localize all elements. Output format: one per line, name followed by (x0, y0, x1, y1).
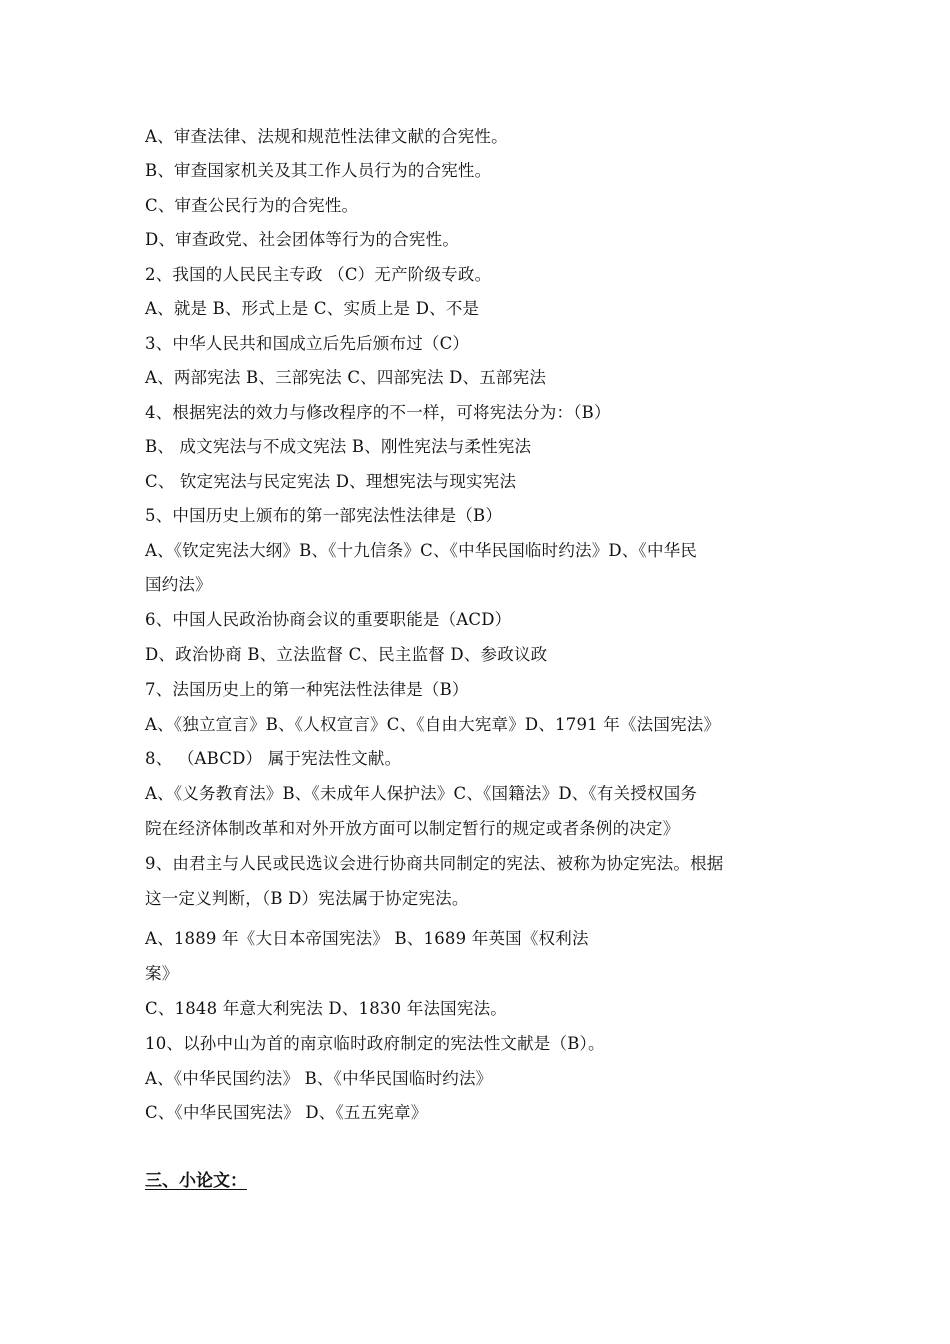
question-7: 7、法国历史上的第一种宪法性法律是（B） (145, 680, 469, 699)
text-line: 这一定义判断，（B D）宪法属于协定宪法。 (145, 889, 469, 908)
text-line: A、1889 年《大日本帝国宪法》 B、1689 年英国《权利法 (145, 929, 589, 948)
text-line: A、两部宪法 B、三部宪法 C、四部宪法 D、五部宪法 (145, 368, 547, 387)
text-line: A、《钦定宪法大纲》B、《十九信条》C、《中华民国临时约法》D、《中华民 (145, 541, 698, 560)
text-line: B、审查国家机关及其工作人员行为的合宪性。 (145, 161, 492, 180)
text-line: C、《中华民国宪法》 D、《五五宪章》 (145, 1103, 428, 1122)
text-line: C、1848 年意大利宪法 D、1830 年法国宪法。 (145, 999, 507, 1018)
section-heading: 三、小论文： (145, 1171, 247, 1191)
text-line: C、 钦定宪法与民定宪法 D、理想宪法与现实宪法 (145, 472, 517, 491)
text-line: C、审查公民行为的合宪性。 (145, 196, 359, 215)
text-line: B、 成文宪法与不成文宪法 B、刚性宪法与柔性宪法 (145, 437, 532, 456)
question-8: 8、 （ABCD） 属于宪法性文献。 (145, 749, 402, 768)
text-line: A、审查法律、法规和规范性法律文献的合宪性。 (145, 127, 508, 146)
text-line: A、《义务教育法》B、《未成年人保护法》C、《国籍法》D、《有关授权国务 (145, 784, 698, 803)
text-line: 案》 (145, 964, 179, 983)
text-line: A、就是 B、形式上是 C、实质上是 D、不是 (145, 299, 480, 318)
question-4: 4、根据宪法的效力与修改程序的不一样，可将宪法分为：（B） (145, 403, 611, 422)
question-3: 3、中华人民共和国成立后先后颁布过（C） (145, 334, 470, 353)
question-6: 6、中国人民政治协商会议的重要职能是（ACD） (145, 610, 512, 629)
question-2: 2、我国的人民民主专政 （C）无产阶级专政。 (145, 265, 492, 284)
text-line: D、审查政党、社会团体等行为的合宪性。 (145, 230, 460, 249)
text-line: 国约法》 (145, 575, 212, 594)
text-line: A、《中华民国约法》 B、《中华民国临时约法》 (145, 1069, 493, 1088)
text-line: D、政治协商 B、立法监督 C、民主监督 D、参政议政 (145, 645, 548, 664)
text-line: 院在经济体制改革和对外开放方面可以制定暂行的规定或者条例的决定》 (145, 819, 680, 838)
question-5: 5、中国历史上颁布的第一部宪法性法律是（B） (145, 506, 503, 525)
question-10: 10、以孙中山为首的南京临时政府制定的宪法性文献是（B）。 (145, 1034, 605, 1053)
question-9: 9、由君主与人民或民选议会进行协商共同制定的宪法、被称为协定宪法。根据 (145, 854, 724, 873)
text-line: A、《独立宣言》B、《人权宣言》C、《自由大宪章》D、1791 年《法国宪法》 (145, 715, 721, 734)
